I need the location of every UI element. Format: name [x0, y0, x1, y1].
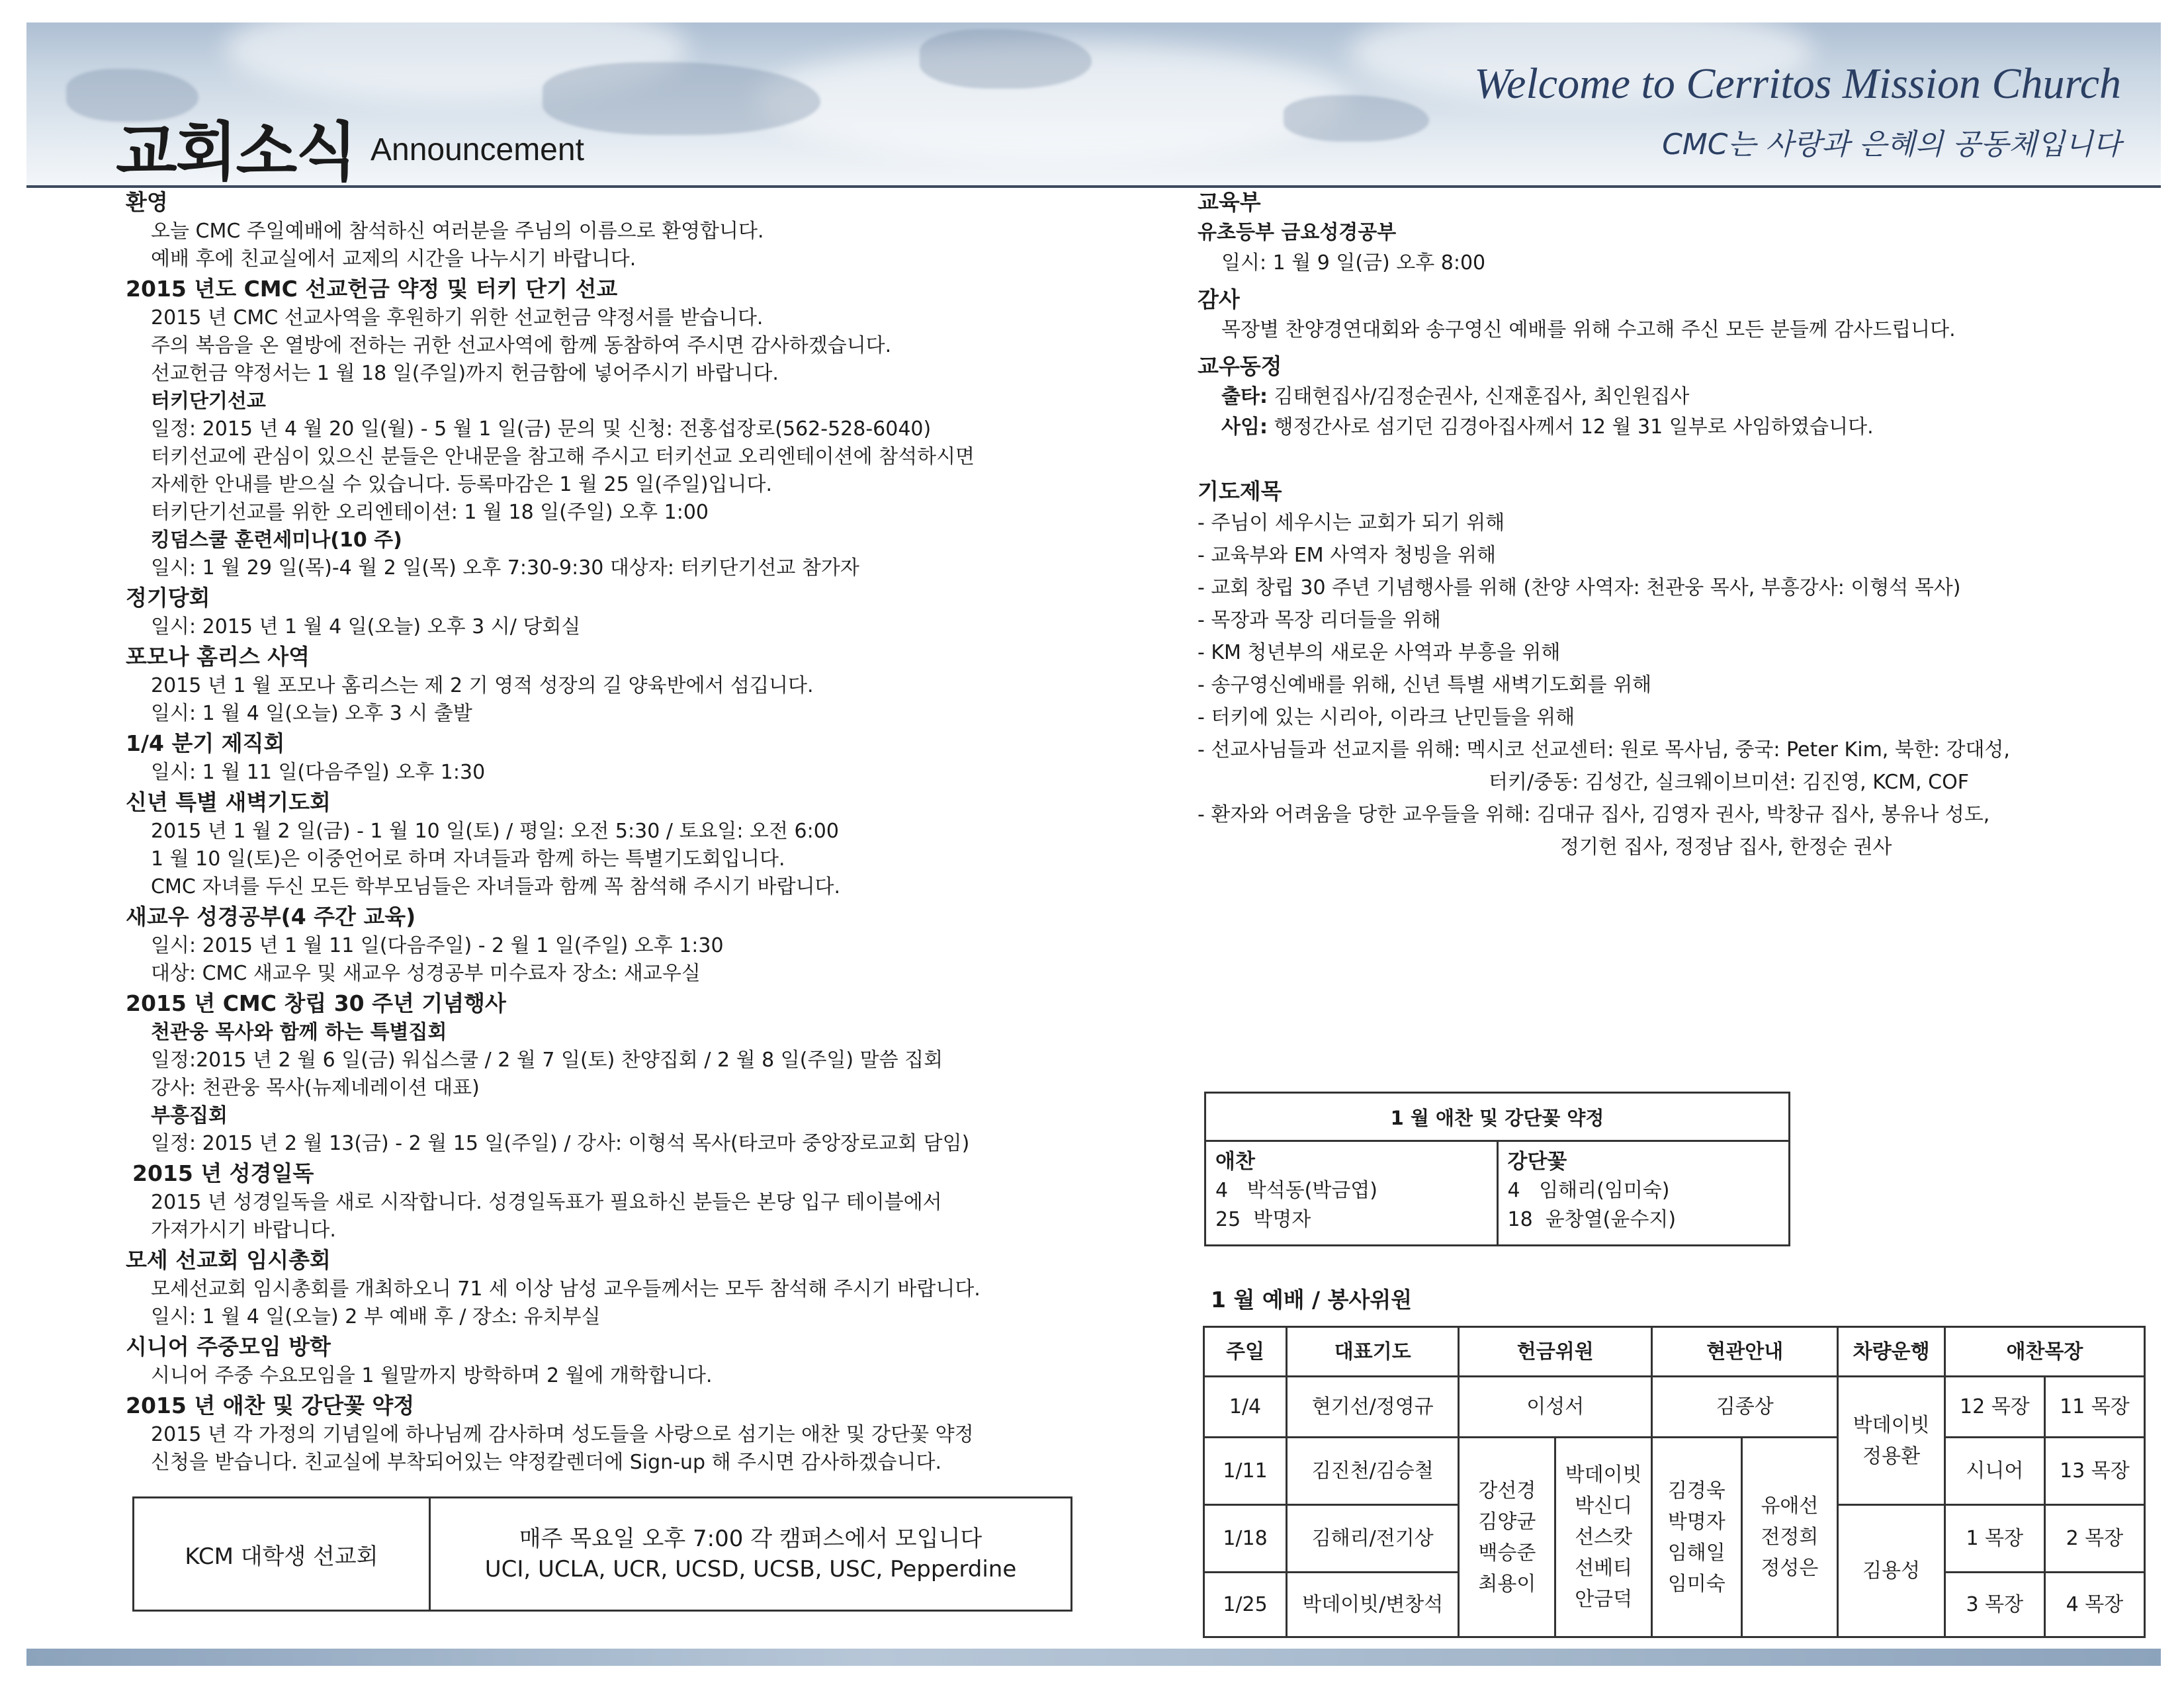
meal-cell: 11 목장: [2044, 1377, 2144, 1438]
section-heading-flowers: 2015 년 애찬 및 강단꽃 약정: [126, 1393, 415, 1418]
kcm-name: KCM 대학생 선교회: [134, 1498, 431, 1610]
subheading-special-meeting: 천관웅 목사와 함께 하는 특별집회: [151, 1021, 447, 1044]
church-welcome: Welcome to Cerritos Mission Church: [1474, 60, 2121, 108]
meal-cell: 2 목장: [2044, 1505, 2144, 1573]
travel-label: 출타:: [1221, 385, 1268, 408]
subheading-revival: 부흥집회: [151, 1104, 228, 1127]
pledge-flower-entry: 18 윤창열(윤수지): [1507, 1208, 1677, 1231]
turkey-line: 터키선교에 관심이 있으신 분들은 안내문을 참고해 주시고 터키선교 오리엔테이션에 참석하시면: [151, 445, 975, 468]
meal-cell: 1 목장: [1944, 1505, 2044, 1573]
bible-line: 2015 년 성경일독을 새로 시작합니다. 성경일독표가 필요하신 분들은 본당 입구 테이블에서: [151, 1191, 942, 1214]
meal-cell: 3 목장: [1944, 1573, 2044, 1637]
resign-label: 사임:: [1221, 415, 1268, 439]
service-prayer: 김해리/전기상: [1287, 1505, 1459, 1573]
pledge-columns: [1206, 1142, 1788, 1246]
service-date: 1/18: [1204, 1505, 1287, 1573]
kcm-campuses: UCI, UCLA, UCR, UCSD, UCSB, USC, Pepperdine: [484, 1556, 1017, 1582]
col-header-offering: 헌금위원: [1459, 1327, 1652, 1377]
section-heading-dawn-prayer: 신년 특별 새벽기도회: [126, 789, 331, 815]
special-meeting-line: 강사: 천관웅 목사(뉴제네레이션 대표): [151, 1076, 480, 1100]
kcm-box: [132, 1496, 1072, 1612]
announcements-left-column: [126, 187, 1105, 1477]
col-header-driver: 차량운행: [1838, 1327, 1944, 1377]
dawn-line: 1 월 10 일(토)은 이중언어로 하며 자녀들과 함께 하는 특별기도회입니다.: [151, 847, 785, 871]
newcomer-line: 일시: 2015 년 1 월 11 일(다음주일) - 2 월 1 일(주일) 오후 1:30: [151, 934, 724, 957]
subheading-turkey-mission: 터키단기선교: [151, 390, 266, 413]
special-meeting-line: 일정:2015 년 2 월 6 일(금) 워십스쿨 / 2 월 7 일(토) 찬양집회 / 2 월 8 일(주일) 말씀 집회: [151, 1049, 943, 1072]
col-header-meal: 애찬목장: [1944, 1327, 2144, 1377]
resign-text: 행정간사로 섬기던 김경아집사께서 12 월 31 일부로 사임하였습니다.: [1267, 415, 1874, 439]
turkey-line: 일정: 2015 년 4 월 20 일(월) - 5 월 1 일(금) 문의 및 신청: 전홍섭장로(562-528-6040): [151, 417, 932, 441]
section-heading-welcome: 환영: [126, 189, 168, 215]
offering-cell: 강선경 김양균 백승준 최용이: [1459, 1438, 1555, 1637]
service-roster-table: [1203, 1326, 2146, 1638]
pledge-flower-column: [1497, 1142, 1789, 1246]
kingdom-school-line: 일시: 1 월 29 일(목)-4 월 2 일(목) 오후 7:30-9:30 대상자: 터키단기선교 참가자: [151, 556, 859, 580]
pledge-flower-entry: 4 임해리(임미숙): [1507, 1179, 1670, 1202]
pledge-meal-entry: 4 박석동(박금엽): [1215, 1179, 1377, 1202]
usher-cell: 김경욱 박명자 임해일 임미숙: [1652, 1438, 1741, 1637]
kcm-schedule: 매주 목요일 오후 7:00 각 캠퍼스에서 모입니다: [519, 1526, 983, 1552]
dawn-line: CMC 자녀를 두신 모든 학부모님들은 자녀들과 함께 꼭 참석해 주시기 바랍니다.: [151, 875, 841, 898]
section-heading-moses: 모세 선교회 임시총회: [126, 1247, 331, 1273]
service-date: 1/25: [1204, 1573, 1287, 1637]
section-heading-senior: 시니어 주중모임 방학: [126, 1334, 331, 1360]
section-heading-session: 정기당회: [126, 585, 210, 611]
meal-cell: 12 목장: [1944, 1377, 2044, 1438]
page-title: 교회소식: [116, 115, 356, 189]
bible-line: 가져가시기 바랍니다.: [151, 1219, 336, 1242]
footer-bar: [26, 1649, 2161, 1666]
section-heading-members: 교우동정: [1198, 353, 1282, 379]
service-prayer: 박데이빗/변창석: [1287, 1573, 1459, 1637]
prayer-item: - 터키에 있는 시리아, 이라크 난민들을 위해: [1198, 706, 1575, 729]
dawn-line: 2015 년 1 월 2 일(금) - 1 월 10 일(토) / 평일: 오전 5:30 / 토요일: 오전 6:00: [151, 820, 839, 843]
kcm-info: [431, 1498, 1070, 1610]
senior-line: 시니어 주중 수요모임을 1 월말까지 방학하며 2 월에 개학합니다.: [151, 1364, 713, 1387]
usher-cell: 유애선 전정희 정성은: [1741, 1438, 1838, 1637]
pledge-meal-column: [1206, 1142, 1497, 1246]
table-row: [1204, 1377, 2145, 1438]
subheading-friday-study: 유초등부 금요성경공부: [1198, 221, 1397, 244]
education-line: 일시: 1 월 9 일(금) 오후 8:00: [1221, 251, 1486, 275]
subheading-kingdom-school: 킹덤스쿨 훈련세미나(10 주): [151, 529, 402, 552]
prayer-item: - 선교사님들과 선교지를 위해: 멕시코 선교센터: 원로 목사님, 중국: Peter Kim, 북한: 강대성,: [1198, 738, 2010, 761]
section-heading-thanks: 감사: [1198, 286, 1240, 312]
meal-cell: 4 목장: [2044, 1573, 2144, 1637]
prayer-item: - 환자와 어려움을 당한 교우들을 위해: 김대규 집사, 김영자 권사, 박창규 집사, 봉유나 성도,: [1198, 803, 1990, 826]
service-prayer: 김진천/김승철: [1287, 1438, 1459, 1505]
col-header-date: 주일: [1204, 1327, 1287, 1377]
service-date: 1/11: [1204, 1438, 1287, 1505]
mission-line: 선교헌금 약정서는 1 월 18 일(주일)까지 헌금함에 넣어주시기 바랍니다.: [151, 362, 779, 385]
offering-cell: 박데이빗 박신디 선스캇 선베티 안금덕: [1555, 1438, 1652, 1637]
prayer-item: - 주님이 세우시는 교회가 되기 위해: [1198, 511, 1505, 535]
section-heading-pomona: 포모나 홈리스 사역: [126, 644, 310, 670]
pledge-flower-heading: 강단꽃: [1507, 1150, 1567, 1174]
turkey-line: 자세한 안내를 받으실 수 있습니다. 등록마감은 1 월 25 일(주일)입니다.: [151, 473, 773, 496]
flowers-line: 2015 년 각 가정의 기념일에 하나님께 감사하며 성도들을 사랑으로 섬기는 애찬 및 강단꽃 약정: [151, 1423, 974, 1446]
bulletin-page: [26, 22, 2161, 1663]
pomona-line: 일시: 1 월 4 일(오늘) 오후 3 시 출발: [151, 702, 472, 725]
announcements-right-column: [1198, 187, 2137, 863]
newcomer-line: 대상: CMC 새교우 및 새교우 성경공부 미수료자 장소: 새교우실: [151, 962, 701, 985]
church-motto: CMC는 사랑과 은혜의 공동체입니다: [1662, 128, 2121, 161]
table-header-row: [1204, 1327, 2145, 1377]
section-heading-officers: 1/4 분기 제직회: [126, 730, 285, 756]
members-travel-line: [1221, 382, 2137, 412]
section-heading-prayer: 기도제목: [1198, 478, 1282, 504]
service-roster-title: 1 월 예배 / 봉사위원: [1211, 1287, 1413, 1313]
session-line: 일시: 2015 년 1 월 4 일(오늘) 오후 3 시/ 당회실: [151, 615, 581, 638]
prayer-item: - KM 청년부의 새로운 사역과 부흥을 위해: [1198, 641, 1561, 664]
pledge-title: 1 월 애찬 및 강단꽃 약정: [1206, 1094, 1788, 1142]
prayer-item: - 교회 창립 30 주년 기념행사를 위해 (찬양 사역자: 천관웅 목사, 부흥강사: 이형석 목사): [1198, 576, 1961, 599]
pledge-meal-heading: 애찬: [1215, 1150, 1255, 1174]
flowers-line: 신청을 받습니다. 친교실에 부착되어있는 약정칼렌더에 Sign-up 해 주시면 감사하겠습니다.: [151, 1451, 941, 1474]
mission-line: 2015 년 CMC 선교사역을 후원하기 위한 선교헌금 약정서를 받습니다.: [151, 306, 764, 329]
table-row: [1204, 1438, 2145, 1505]
offering-cell: 이성서: [1459, 1377, 1652, 1438]
revival-line: 일정: 2015 년 2 월 13(금) - 2 월 15 일(주일) / 강사: 이형석 목사(타코마 중앙장로교회 담임): [151, 1132, 970, 1155]
pledge-meal-entry: 25 박명자: [1215, 1208, 1311, 1231]
usher-cell: 김종상: [1652, 1377, 1838, 1438]
pomona-line: 2015 년 1 월 포모나 홈리스는 제 2 기 영적 성장의 길 양육반에서 섬깁니다.: [151, 674, 814, 697]
service-date: 1/4: [1204, 1377, 1287, 1438]
meal-cell: 시니어: [1944, 1438, 2044, 1505]
prayer-item-continued: 정기헌 집사, 정정남 집사, 한정순 권사: [1560, 836, 1892, 859]
members-resign-line: [1221, 412, 2137, 443]
travel-text: 김태현집사/김정순권사, 신재훈집사, 최인원집사: [1267, 385, 1690, 408]
moses-line: 일시: 1 월 4 일(오늘) 2 부 예배 후 / 장소: 유치부실: [151, 1305, 601, 1328]
mission-line: 주의 복음을 온 열방에 전하는 귀한 선교사역에 함께 동참하여 주시면 감사하겠습니다.: [151, 334, 892, 357]
prayer-item: - 목장과 목장 리더들을 위해: [1198, 609, 1441, 632]
meal-cell: 13 목장: [2044, 1438, 2144, 1505]
col-header-usher: 현관안내: [1652, 1327, 1838, 1377]
section-heading-anniversary: 2015 년 CMC 창립 30 주년 기념행사: [126, 990, 506, 1016]
section-heading-newcomer-study: 새교우 성경공부(4 주간 교육): [126, 904, 416, 930]
col-header-prayer: 대표기도: [1287, 1327, 1459, 1377]
welcome-line: 예배 후에 친교실에서 교제의 시간을 나누시기 바랍니다.: [151, 247, 636, 271]
section-heading-education: 교육부: [1198, 189, 1261, 215]
service-prayer: 현기선/정영규: [1287, 1377, 1459, 1438]
moses-line: 모세선교회 임시총회를 개최하오니 71 세 이상 남성 교우들께서는 모두 참석해 주시기 바랍니다.: [151, 1277, 981, 1301]
section-heading-mission: 2015 년도 CMC 선교헌금 약정 및 터키 단기 선교: [126, 276, 618, 302]
prayer-item-continued: 터키/중동: 김성간, 실크웨이브미션: 김진영, KCM, COF: [1489, 771, 1969, 794]
thanks-line: 목장별 찬양경연대회와 송구영신 예배를 위해 수고해 주신 모든 분들께 감사드립니다.: [1221, 318, 1956, 341]
driver-cell: 김용성: [1838, 1505, 1944, 1637]
welcome-line: 오늘 CMC 주일예배에 참석하신 여러분을 주님의 이름으로 환영합니다.: [151, 220, 764, 243]
turkey-line: 터키단기선교를 위한 오리엔테이션: 1 월 18 일(주일) 오후 1:00: [151, 501, 709, 524]
january-pledge-box: [1204, 1092, 1790, 1246]
prayer-item: - 교육부와 EM 사역자 청빙을 위해: [1198, 544, 1497, 567]
section-heading-bible-reading: 2015 년 성경일독: [132, 1160, 314, 1186]
driver-cell: 박데이빗 정용환: [1838, 1377, 1944, 1505]
officers-line: 일시: 1 월 11 일(다음주일) 오후 1:30: [151, 761, 486, 784]
prayer-item: - 송구영신예배를 위해, 신년 특별 새벽기도회를 위해: [1198, 673, 1652, 697]
page-title-english: Announcement: [371, 132, 584, 167]
